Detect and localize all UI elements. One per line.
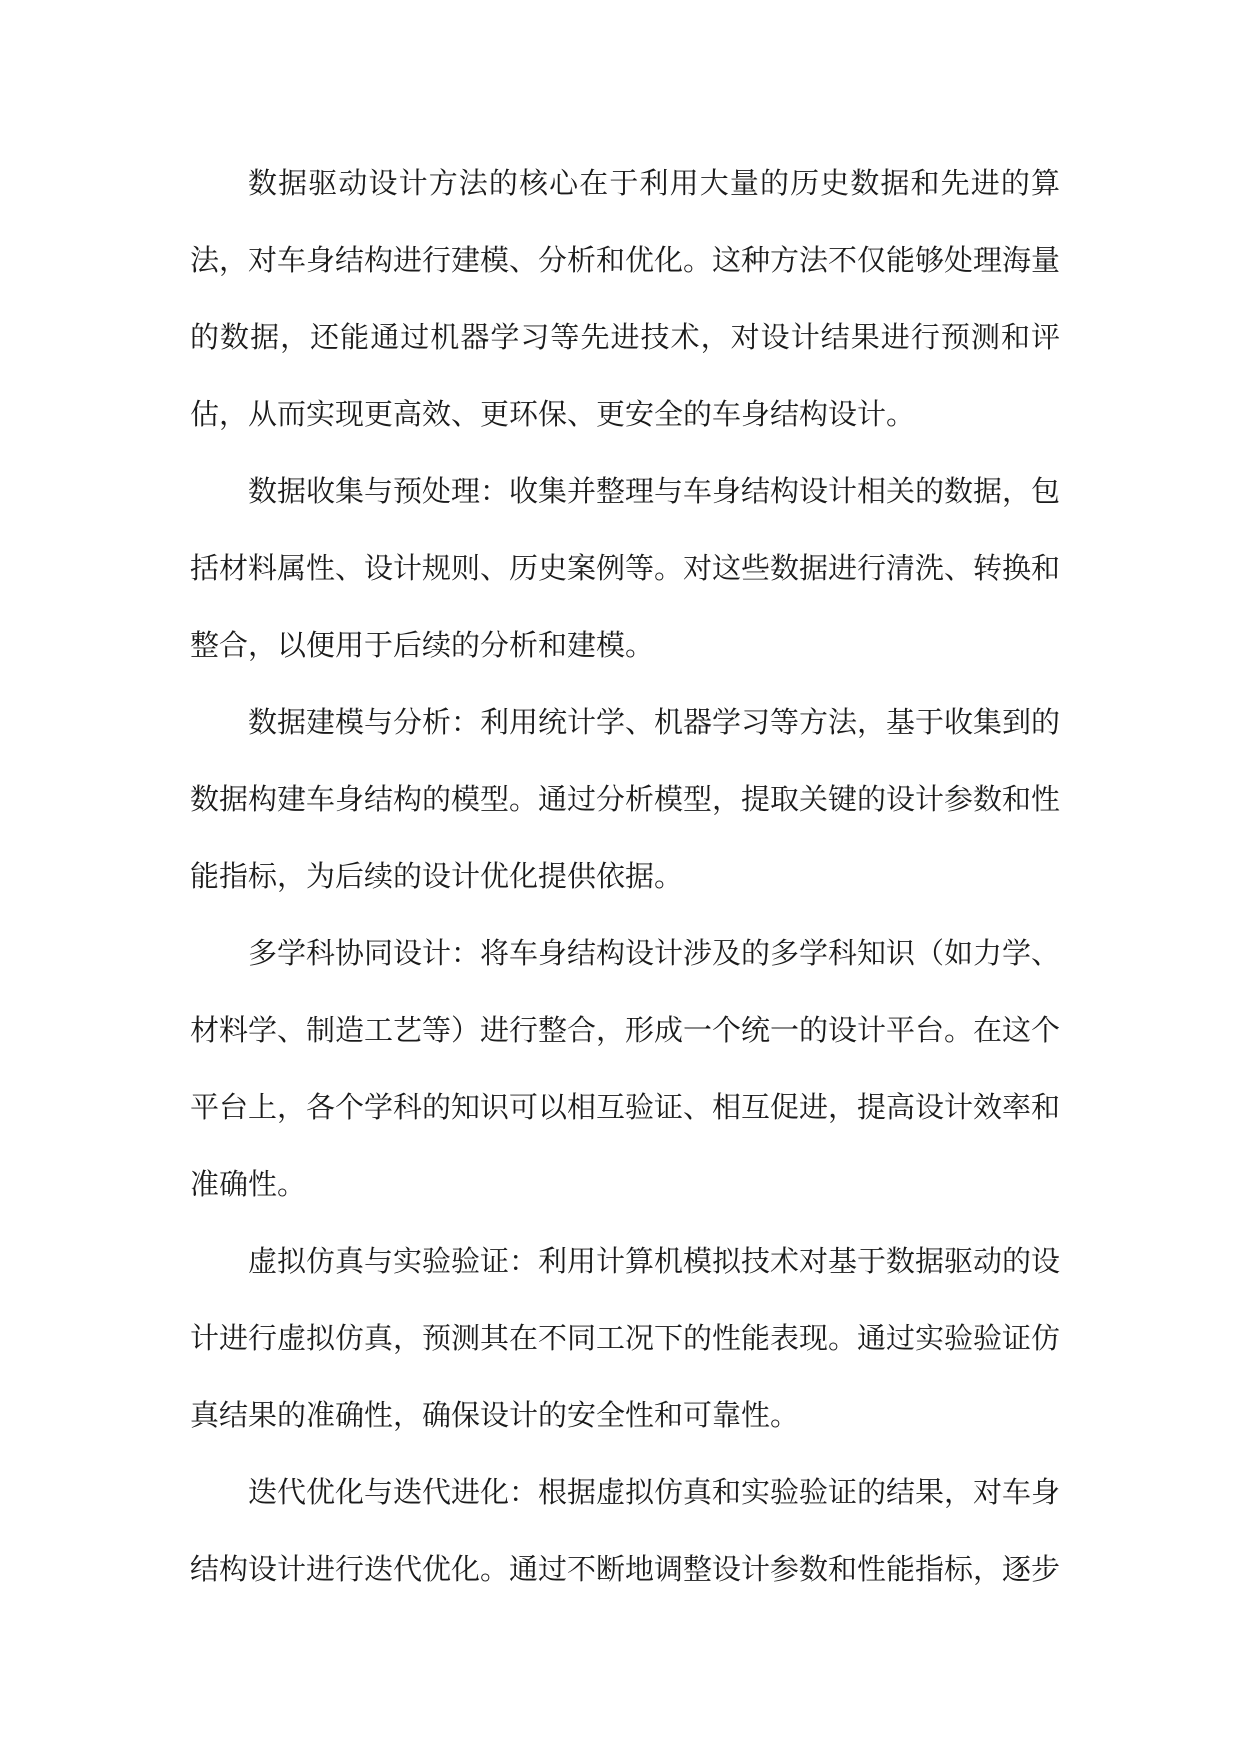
paragraph-virtual-simulation: 虚拟仿真与实验验证：利用计算机模拟技术对基于数据驱动的设计进行虚拟仿真，预测其在不同工况下的性能表现。通过实验验证仿真结果的准确性，确保设计的安全性和可靠性。 bbox=[190, 1244, 1061, 1432]
paragraph-data-modeling: 数据建模与分析：利用统计学、机器学习等方法，基于收集到的数据构建车身结构的模型。通过分析模型，提取关键的设计参数和性能指标，为后续的设计优化提供依据。 bbox=[190, 705, 1061, 893]
document-body bbox=[190, 145, 1060, 1608]
paragraph-iterative-optimization: 迭代优化与迭代进化：根据虚拟仿真和实验验证的结果，对车身结构设计进行迭代优化。通过不断地调整设计参数和性能指标，逐步 bbox=[190, 1475, 1061, 1586]
paragraph-multidisciplinary-design: 多学科协同设计：将车身结构设计涉及的多学科知识（如力学、材料学、制造工艺等）进行整合，形成一个统一的设计平台。在这个平台上，各个学科的知识可以相互验证、相互促进，提高设计效率和准确性。 bbox=[190, 936, 1061, 1201]
paragraph-data-driven-overview: 数据驱动设计方法的核心在于利用大量的历史数据和先进的算法，对车身结构进行建模、分析和优化。这种方法不仅能够处理海量的数据，还能通过机器学习等先进技术，对设计结果进行预测和评估，从而实现更高效、更环保、更安全的车身结构设计。 bbox=[190, 166, 1061, 431]
paragraph-data-collection: 数据收集与预处理：收集并整理与车身结构设计相关的数据，包括材料属性、设计规则、历史案例等。对这些数据进行清洗、转换和整合，以便用于后续的分析和建模。 bbox=[190, 474, 1061, 662]
